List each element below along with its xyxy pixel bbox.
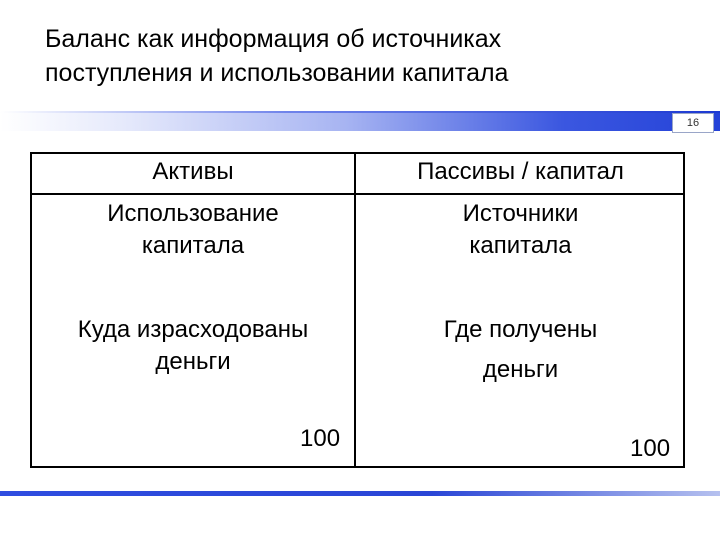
liabilities-total: 100 xyxy=(630,435,671,462)
liabilities-subtitle-line-1: Источники xyxy=(462,200,579,227)
assets-description xyxy=(30,314,356,378)
slide-number: 16 xyxy=(672,113,714,133)
t-account-bottom-line xyxy=(30,466,685,468)
page-title xyxy=(45,22,685,90)
liabilities-description-line-2: деньги xyxy=(482,356,559,383)
liabilities-subtitle-line-2: капитала xyxy=(469,232,572,259)
assets-subtitle-line-2: капитала xyxy=(141,232,245,259)
header-accent-bar xyxy=(0,111,720,131)
liabilities-description xyxy=(356,314,685,386)
footer-accent-bar xyxy=(0,491,720,496)
liabilities-description-line-1: Где получены xyxy=(443,316,598,343)
title-line-1: Баланс как информация об источниках xyxy=(45,25,502,53)
t-account-top-line xyxy=(30,152,685,154)
assets-description-line-1: Куда израсходованы xyxy=(77,316,309,343)
t-account-header-line xyxy=(30,193,685,195)
assets-total: 100 xyxy=(300,425,341,452)
title-line-2: поступления и использовании капитала xyxy=(45,59,509,87)
liabilities-header: Пассивы / капитал xyxy=(417,158,624,185)
liabilities-subtitle xyxy=(356,198,685,262)
assets-header: Активы xyxy=(152,158,234,185)
assets-description-line-2: деньги xyxy=(155,348,231,375)
assets-subtitle-line-1: Использование xyxy=(107,200,279,227)
assets-subtitle xyxy=(30,198,356,262)
